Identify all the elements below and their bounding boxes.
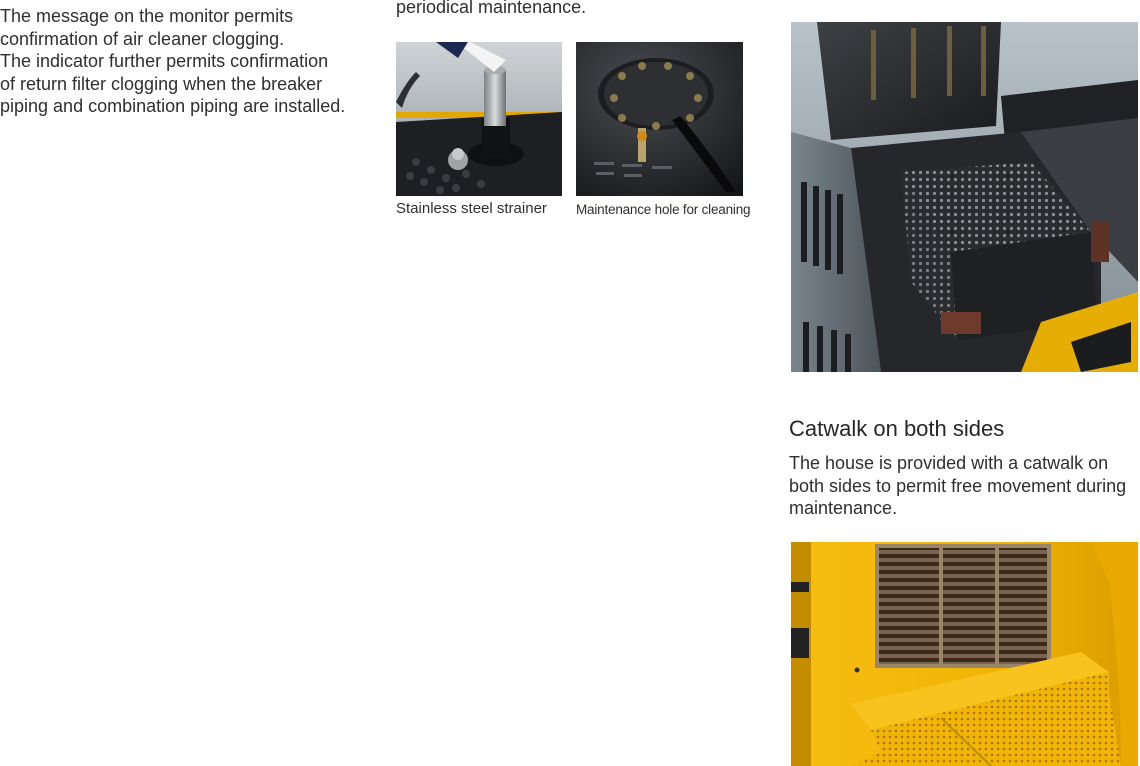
engine-compartment-photo <box>791 22 1138 372</box>
maintenance-hole-caption: Maintenance hole for cleaning <box>576 202 751 217</box>
catwalk-photo <box>791 542 1138 766</box>
catwalk-paragraph: The house is provided with a catwalk on both sides to permit free movement during maintenance. <box>789 453 1127 518</box>
strainer-photo <box>396 42 562 196</box>
strainer-caption: Stainless steel strainer <box>396 200 547 217</box>
monitor-message-paragraph: The message on the monitor permits confirmation of air cleaner clogging. The indicator further permits confirmation of return filter clogging when the breaker piping and combination piping are installed. <box>0 6 346 116</box>
catwalk-heading: Catwalk on both sides <box>789 416 1005 441</box>
maintenance-hole-photo <box>576 42 743 196</box>
maintenance-intro-text: periodical maintenance. <box>396 0 587 17</box>
